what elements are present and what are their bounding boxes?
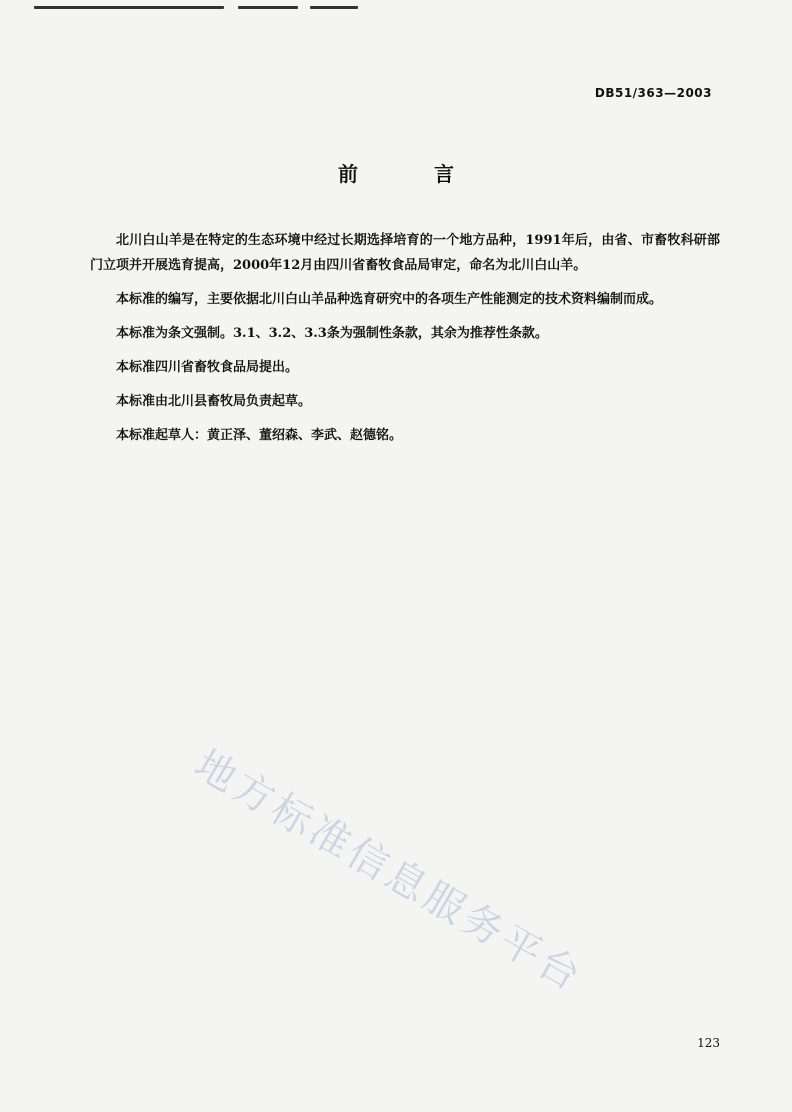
paragraph-3: 本标准为条文强制。3.1、3.2、3.3条为强制性条款，其余为推荐性条款。 xyxy=(116,326,548,341)
paragraph-4: 本标准四川省畜牧食品局提出。 xyxy=(116,360,299,375)
paragraph-5: 本标准由北川县畜牧局负责起草。 xyxy=(116,394,312,409)
page-number: 123 xyxy=(697,1036,720,1050)
paragraph-6: 本标准起草人：黄正泽、董绍森、李武、赵德铭。 xyxy=(116,428,403,443)
watermark-text: 地方标准信息服务平台 xyxy=(186,741,591,1002)
standard-code: DB51/363—2003 xyxy=(594,86,712,100)
scan-artifact-line-1 xyxy=(34,6,224,9)
foreword-body xyxy=(90,228,720,457)
paragraph-1: 北川白山羊是在特定的生态环境中经过长期选择培育的一个地方品种，1991年后，由省、市畜牧科研部门立项并开展选育提高，2000年12月由四川省畜牧食品局审定，命名为北川白山羊。 xyxy=(90,233,720,273)
paragraph-2: 本标准的编写，主要依据北川白山羊品种选育研究中的各项生产性能测定的技术资料编制而成。 xyxy=(116,292,663,307)
scan-artifact-line-3 xyxy=(310,6,358,9)
scan-artifact-line-2 xyxy=(238,6,298,9)
page-title: 前 言 xyxy=(338,162,482,186)
